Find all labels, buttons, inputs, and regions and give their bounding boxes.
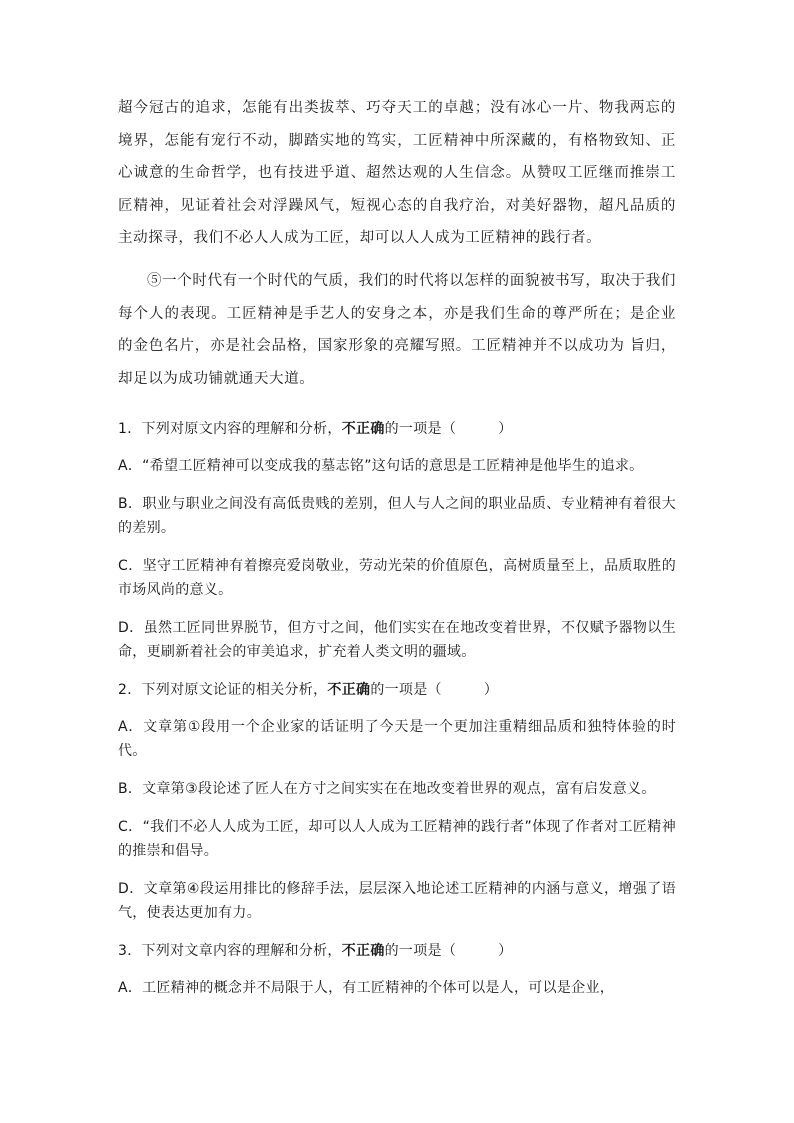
passage-paragraph-4-tail: 超今冠古的追求，怎能有出类拔萃、巧夺天工的卓越；没有冰心一片、物我两忘的境界，怎能有宠行不动，脚踏实地的笃实，工匠精神中所深藏的，有格物致知、正心诚意的生命哲学，也有技进乎道、超然达观的人生信念。从赞叹工匠继而推崇工匠精神，见证着社会对浮躁风气，短视心态的自我疗治，对美好器物，超凡品质的主动探寻，我们不必人人成为工匠，却可以人人成为工匠精神的践行者。 bbox=[118, 100, 676, 247]
option-a: A．工匠精神的概念并不局限于人，有工匠精神的个体可以是人，可以是企业， bbox=[118, 980, 615, 997]
question-2 bbox=[118, 678, 676, 925]
option-d: D．文章第④段运用排比的修辞手法，层层深入地论述工匠精神的内涵与意义，增强了语气，使表达更加有力。 bbox=[118, 881, 676, 922]
question-stem: 1．下列对原文内容的理解和分析，不正确的一项是（ ） bbox=[118, 421, 513, 438]
question-3 bbox=[118, 939, 676, 1000]
option-c: C．坚守工匠精神有着擦亮爱岗敬业，劳动光荣的价值原色，高树质量至上，品质取胜的市场风尚的意义。 bbox=[118, 558, 676, 599]
question-list bbox=[118, 417, 676, 1000]
document-page bbox=[118, 92, 676, 1014]
option-a: A．文章第①段用一个企业家的话证明了今天是一个更加注重精细品质和独特体验的时代。 bbox=[118, 719, 676, 760]
question-1 bbox=[118, 417, 676, 664]
emphasis-text: 不正确 bbox=[341, 421, 385, 438]
option-b: B．文章第③段论述了匠人在方寸之间实实在在地改变着世界的观点，富有启发意义。 bbox=[118, 781, 656, 798]
passage-paragraph-5: ⑤一个时代有一个时代的气质，我们的时代将以怎样的面貌被书写，取决于我们每个人的表现。工匠精神是手艺人的安身之本，亦是我们生命的尊严所在；是企业的金色名片，亦是社会品格，国家形象的亮耀写照。工匠精神并不以成功为 旨归，却足以为成功铺就通天大道。 bbox=[118, 272, 676, 387]
reading-passage bbox=[118, 92, 676, 395]
question-stem: 2．下列对原文论证的相关分析，不正确的一项是（ ） bbox=[118, 682, 499, 699]
option-c: C．“我们不必人人成为工匠，却可以人人成为工匠精神的践行者”体现了作者对工匠精神的推崇和倡导。 bbox=[118, 819, 676, 860]
option-a: A．“希望工匠精神可以变成我的墓志铭”这句话的意思是工匠精神是他毕生的追求。 bbox=[118, 458, 644, 475]
emphasis-text: 不正确 bbox=[327, 682, 371, 699]
emphasis-text: 不正确 bbox=[341, 943, 385, 960]
option-b: B．职业与职业之间没有高低贵贱的差别，但人与人之间的职业品质、专业精神有着很大的差别。 bbox=[118, 496, 676, 537]
question-stem: 3．下列对文章内容的理解和分析，不正确的一项是（ ） bbox=[118, 943, 513, 960]
option-d: D．虽然工匠同世界脱节，但方寸之间，他们实实在在地改变着世界，不仅赋予器物以生命，更刷新着社会的审美追求，扩充着人类文明的疆域。 bbox=[118, 620, 676, 661]
